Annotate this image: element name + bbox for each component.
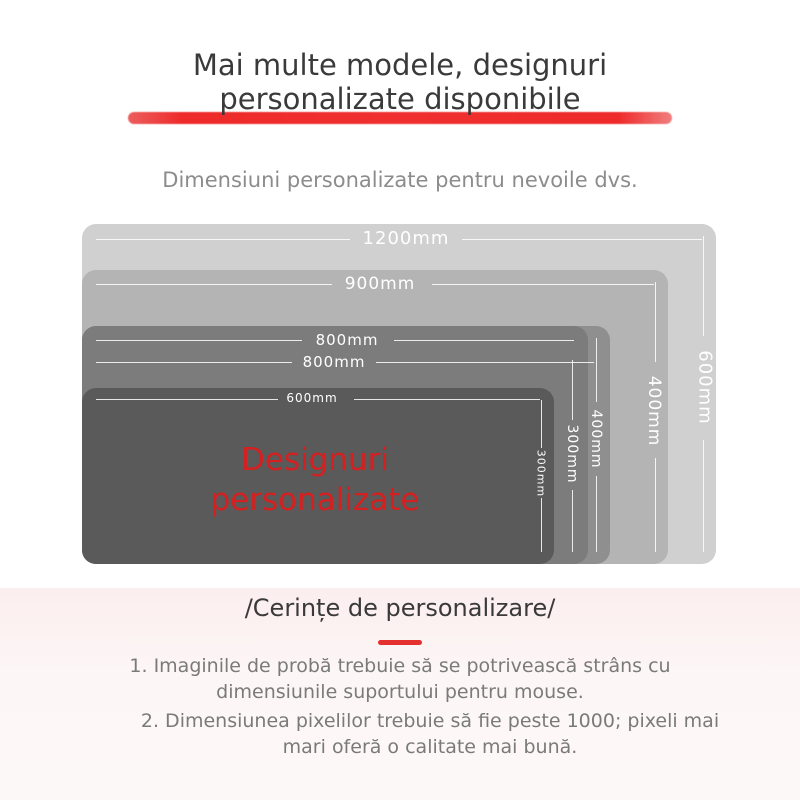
header <box>0 48 800 116</box>
title-line-1: Mai multe modele, designuri <box>192 48 608 82</box>
dimension-line-800b-right <box>376 362 594 363</box>
dimension-line-400h-b-bottom <box>596 476 597 552</box>
requirements-accent-bar <box>378 640 422 645</box>
height-label-600: 600mm <box>694 350 716 425</box>
dimension-line-900-right <box>432 284 654 285</box>
dimension-line-400h-a-bottom <box>655 458 656 552</box>
custom-designs-label <box>190 440 440 520</box>
requirement-item-2 <box>110 708 750 760</box>
dimension-line-300h-a-bottom <box>572 490 573 552</box>
width-label-800-a: 800mm <box>315 331 379 349</box>
page-title <box>0 48 800 116</box>
width-label-900: 900mm <box>344 274 416 294</box>
dimension-line-1200-left <box>96 239 350 240</box>
dimension-line-400h-a-top <box>655 282 656 362</box>
dimension-line-800a-right <box>394 340 574 341</box>
dimension-line-300h-b-bottom <box>541 498 542 552</box>
dimension-line-300h-a-top <box>572 360 573 420</box>
dimension-line-1200-right <box>462 239 702 240</box>
dimension-line-600w-right <box>354 399 540 400</box>
dimension-line-600w-left <box>96 399 278 400</box>
width-label-1200: 1200mm <box>362 228 450 249</box>
requirement-2-line-1: 2. Dimensiunea pixelilor trebuie să fie peste 1000; pixeli mai <box>140 710 720 732</box>
height-label-300-b: 300mm <box>534 449 548 498</box>
dimension-line-400h-b-top <box>596 338 597 402</box>
title-line-2: personalizate disponibile <box>219 82 581 116</box>
height-label-400-a: 400mm <box>644 375 664 447</box>
dimension-line-900-left <box>96 284 332 285</box>
custom-designs-line-2: personalizate <box>210 482 420 518</box>
requirement-1-line-2: dimensiunile suportului pentru mouse. <box>216 681 584 703</box>
requirement-1-line-1: 1. Imaginile de probă trebuie să se potrivească strâns cu <box>129 655 671 677</box>
dimension-line-600h-bottom <box>703 440 704 552</box>
width-label-800-b: 800mm <box>302 353 366 371</box>
dimension-line-300h-b-top <box>541 400 542 448</box>
custom-designs-line-1: Designuri <box>240 442 390 478</box>
width-label-600: 600mm <box>286 391 338 405</box>
requirement-item-1 <box>100 653 700 705</box>
subtitle: Dimensiuni personalizate pentru nevoile dvs. <box>162 168 638 192</box>
requirements-title: /Cerințe de personalizare/ <box>244 594 556 622</box>
dimension-line-800b-left <box>96 362 292 363</box>
requirement-2-line-2: mari oferă o calitate mai bună. <box>282 736 578 758</box>
height-label-400-b: 400mm <box>588 409 604 469</box>
height-label-300-a: 300mm <box>564 424 580 484</box>
dimension-line-800a-left <box>96 340 302 341</box>
dimension-line-600h-top <box>703 236 704 336</box>
